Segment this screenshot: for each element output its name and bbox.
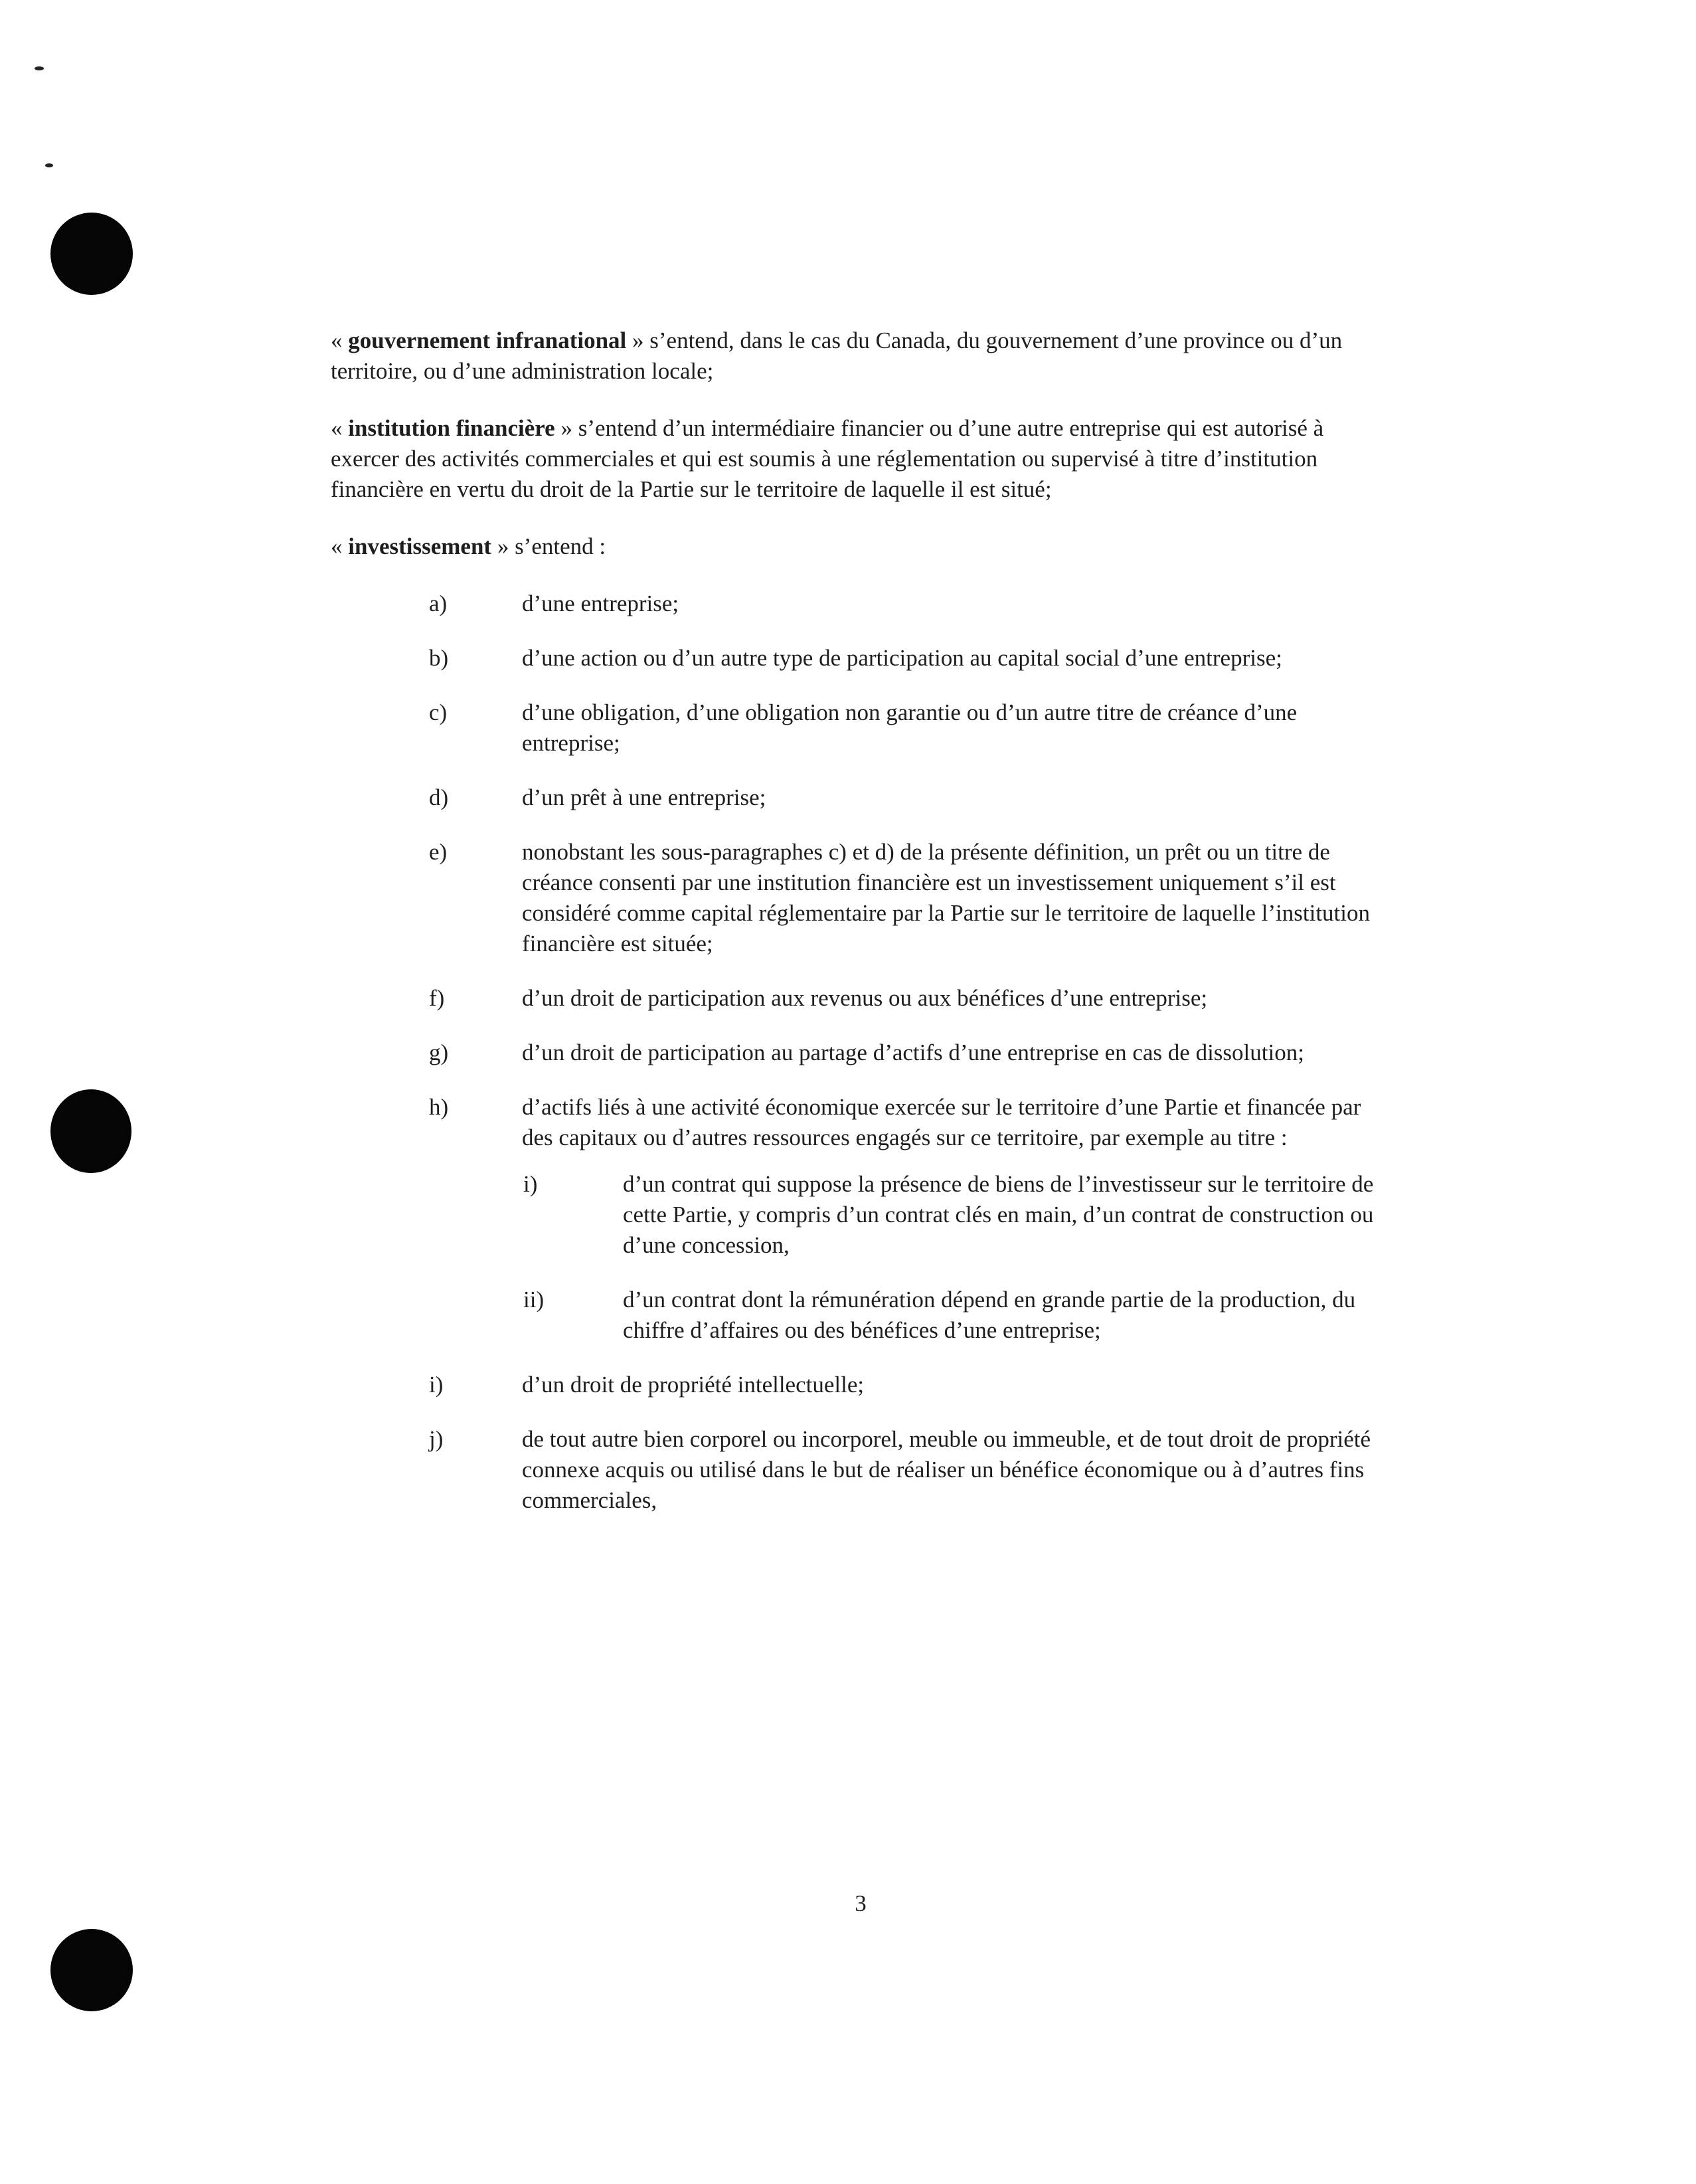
item-text: d’un droit de participation aux revenus ou aux bénéfices d’une entreprise; bbox=[522, 985, 1208, 1011]
sub-item-text: d’un contrat qui suppose la présence de biens de l’investisseur sur le territoire de cette Partie, y compris d’un contrat clés en main, d’un contrat de construction ou d’une concession, bbox=[623, 1171, 1374, 1258]
definition-institution-financiere bbox=[331, 413, 1393, 505]
item-text: d’une obligation, d’une obligation non garantie ou d’un autre titre de créance d’une entreprise; bbox=[522, 699, 1298, 756]
item-text: d’un droit de propriété intellectuelle; bbox=[522, 1372, 865, 1398]
open-quote: « bbox=[331, 415, 349, 441]
document-body bbox=[331, 325, 1393, 1540]
list-item-c bbox=[331, 697, 1393, 759]
item-text: d’un prêt à une entreprise; bbox=[522, 784, 766, 810]
item-label: b) bbox=[429, 645, 449, 671]
scan-speck bbox=[45, 163, 53, 167]
item-label: i) bbox=[429, 1372, 444, 1398]
open-quote: « bbox=[331, 327, 349, 353]
item-label: f) bbox=[429, 985, 445, 1011]
sub-item-ii bbox=[331, 1285, 1393, 1346]
list-item-f bbox=[331, 983, 1393, 1014]
open-quote: « bbox=[331, 533, 349, 559]
item-label: g) bbox=[429, 1040, 449, 1065]
punch-hole-bottom bbox=[50, 1929, 133, 2011]
item-label: a) bbox=[429, 591, 448, 616]
item-text: de tout autre bien corporel ou incorporel, meuble ou immeuble, et de tout droit de propriété connexe acquis ou utilisé dans le but de réaliser un bénéfice économique ou à d’autres fins commerciales, bbox=[522, 1426, 1371, 1513]
list-item-i bbox=[331, 1370, 1393, 1400]
item-text: nonobstant les sous-paragraphes c) et d) de la présente définition, un prêt ou un titre de créance consenti par une institution financière est un investissement uniquement s’il est considéré comme capital réglementaire par la Partie sur le territoire de laquelle l’institution financière est située; bbox=[522, 839, 1370, 956]
definition-investissement bbox=[331, 531, 1393, 562]
list-item-a bbox=[331, 589, 1393, 619]
item-text: d’actifs liés à une activité économique exercée sur le territoire d’une Partie et financée par des capitaux ou d’autres ressources engagés sur ce territoire, par exemple au titre : bbox=[522, 1094, 1361, 1150]
item-label: d) bbox=[429, 784, 449, 810]
list-item-g bbox=[331, 1038, 1393, 1068]
list-item-h bbox=[331, 1092, 1393, 1346]
definition-text: » s’entend d’un intermédiaire financier ou d’une autre entreprise qui est autorisé à exercer des activités commerciales et qui est soumis à une réglementation ou supervisé à titre d’institution financière en vertu du droit de la Partie sur le territoire de laquelle il est situé; bbox=[331, 415, 1324, 502]
list-item-d bbox=[331, 782, 1393, 813]
page-number: 3 bbox=[855, 1890, 867, 1916]
list-item-e bbox=[331, 837, 1393, 959]
defined-term: investissement bbox=[348, 533, 492, 559]
item-label: j) bbox=[429, 1426, 444, 1452]
defined-term: institution financière bbox=[348, 415, 555, 441]
item-text: d’une entreprise; bbox=[522, 591, 679, 616]
sub-list bbox=[522, 1169, 1393, 1346]
definition-gouvernement-infranational bbox=[331, 325, 1393, 387]
punch-hole-middle bbox=[50, 1089, 131, 1173]
defined-term: gouvernement infranational bbox=[348, 327, 627, 353]
scan-speck bbox=[35, 66, 44, 70]
sub-item-label: i) bbox=[523, 1171, 538, 1197]
sub-item-text: d’un contrat dont la rémunération dépend en grande partie de la production, du chiffre d’affaires ou des bénéfices d’une entreprise; bbox=[623, 1287, 1356, 1343]
definition-text: » s’entend, dans le cas du Canada, du gouvernement d’une province ou d’un territoire, ou d’une administration locale; bbox=[331, 327, 1343, 384]
sub-item-label: ii) bbox=[523, 1287, 545, 1313]
item-label: h) bbox=[429, 1094, 449, 1120]
item-text: d’un droit de participation au partage d’actifs d’une entreprise en cas de dissolution; bbox=[522, 1040, 1304, 1065]
item-label: c) bbox=[429, 699, 448, 725]
item-label: e) bbox=[429, 839, 448, 865]
punch-hole-top bbox=[50, 213, 133, 295]
definition-text: » s’entend : bbox=[491, 533, 606, 559]
item-text: d’une action ou d’un autre type de participation au capital social d’une entreprise; bbox=[522, 645, 1282, 671]
list-item-b bbox=[331, 643, 1393, 674]
list-item-j bbox=[331, 1424, 1393, 1516]
sub-item-i bbox=[331, 1169, 1393, 1261]
